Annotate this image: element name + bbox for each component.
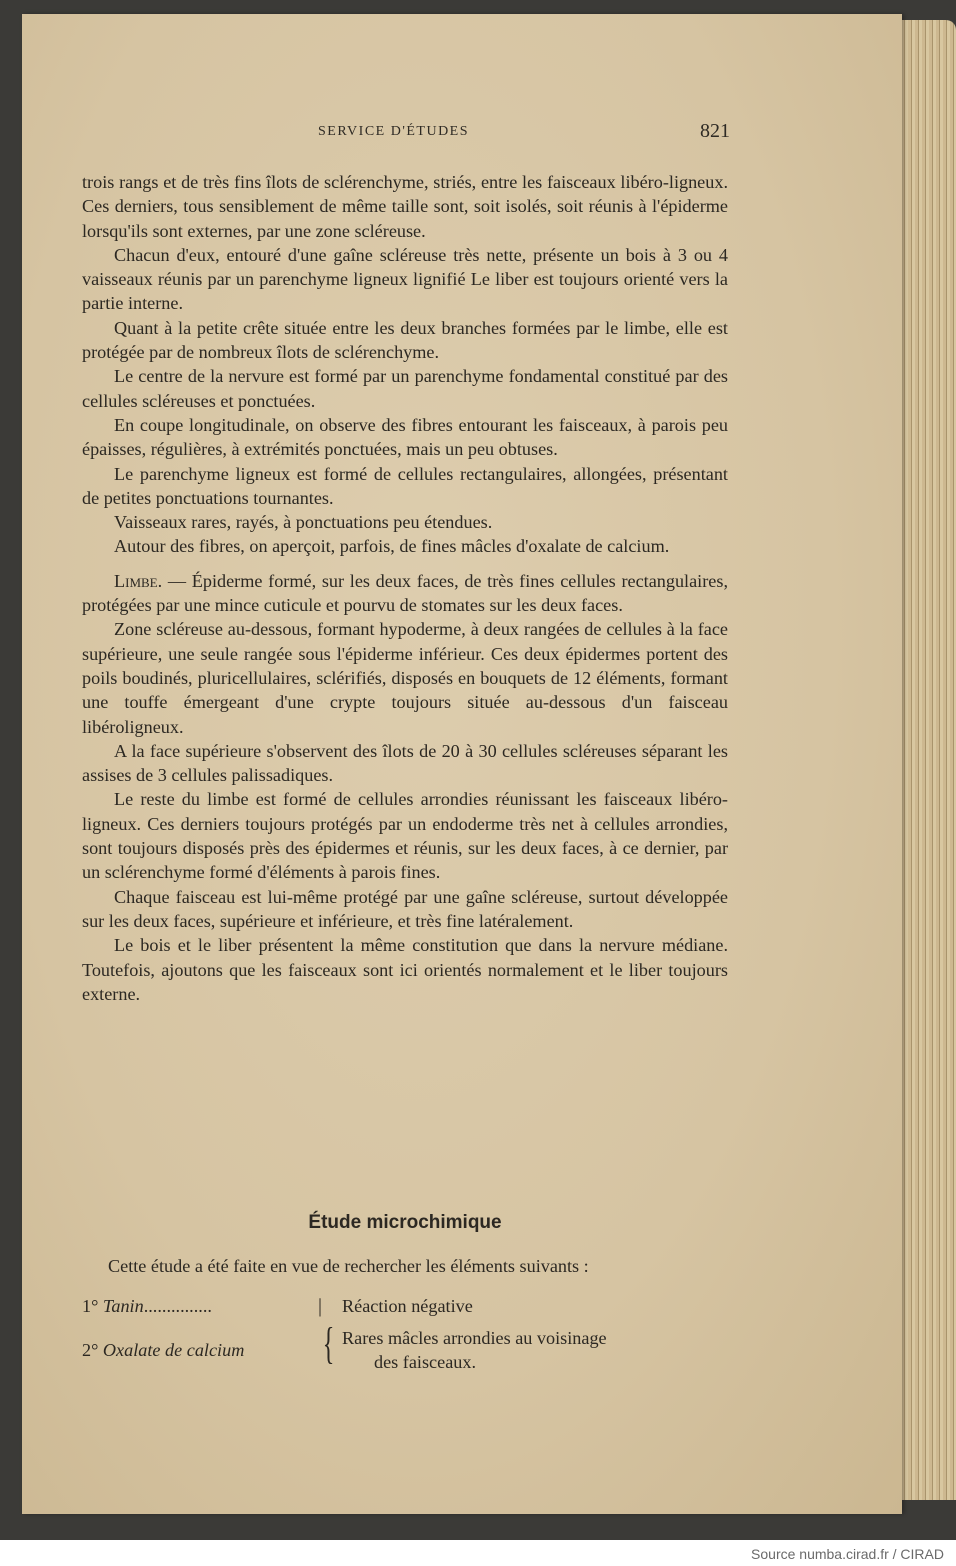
result-number: 2° bbox=[82, 1340, 99, 1360]
section-intro: Cette étude a été faite en vue de rechercher les éléments suivants : bbox=[108, 1256, 589, 1276]
paragraph: Quant à la petite crête située entre les deux branches formées par le limbe, elle est protégée par de nombreux îlots de sclérenchyme. bbox=[82, 317, 728, 363]
limbe-paragraph bbox=[82, 569, 728, 618]
result-value bbox=[342, 1326, 724, 1374]
result-number: 1° bbox=[82, 1296, 99, 1316]
paragraph: A la face supérieure s'observent des îlots de 20 à 30 cellules scléreuses séparant les assises de 3 cellules palissadiques. bbox=[82, 740, 728, 786]
limbe-label: Limbe. bbox=[114, 570, 163, 591]
limbe-text: — Épiderme formé, sur les deux faces, de très fines cellules rectangulaires, protégées par une mince cuticule et pourvu de stomates sur les deux faces. bbox=[82, 570, 728, 616]
result-element: Oxalate de calcium bbox=[102, 1340, 245, 1360]
result-label bbox=[82, 1338, 314, 1362]
result-brace: { bbox=[322, 1319, 335, 1368]
paragraph: Le reste du limbe est formé de cellules arrondies réunissant les faisceaux libéro-ligneux. Ces derniers toujours protégés par un endoderme très net à cellules arrondies, sont toujours disposés près des épidermes et réunis, sur les deux faces, à ce dernier, par un sclérenchyme formé d'éléments à parois fines. bbox=[82, 789, 728, 883]
source-credit: Source numba.cirad.fr / CIRAD bbox=[751, 1546, 944, 1562]
paragraph: Chaque faisceau est lui-même protégé par une gaîne scléreuse, surtout développée sur les deux faces, supérieure et inférieure, et très fine latéralement. bbox=[82, 886, 728, 931]
dot-leader: ............... bbox=[143, 1296, 212, 1316]
running-head: SERVICE D'ÉTUDES bbox=[318, 124, 470, 139]
paragraph: Zone scléreuse au-dessous, formant hypoderme, à deux rangées de cellules à la face supérieure, une seule rangée sous l'épiderme inférieur. Ces deux épidermes portent des poils boudinés, pluricellulaires, sclérifiés, disposés en bouquets de 12 éléments, formant une touffe émergeant d'une crypte toujours située au-dessous d'un faisceau libéroligneux. bbox=[82, 619, 728, 737]
result-value: Réaction négative bbox=[342, 1296, 473, 1316]
result-separator: | bbox=[318, 1295, 323, 1317]
paragraph: trois rangs et de très fins îlots de sclérenchyme, striés, entre les faisceaux libéro-ligneux. Ces derniers, tous sensiblement de même taille sont, soit isolés, soit réunis à l'épiderme lorsqu'ils sont externes, par une zone scléreuse. bbox=[82, 172, 728, 241]
paragraph: Le centre de la nervure est formé par un parenchyme fondamental constitué par des cellules scléreuses et ponctuées. bbox=[82, 366, 728, 411]
body-text bbox=[82, 170, 728, 1006]
paragraph: Autour des fibres, on aperçoit, parfois, de fines mâcles d'oxalate de calcium. bbox=[114, 536, 670, 557]
result-label bbox=[82, 1294, 314, 1318]
page-number: 821 bbox=[700, 120, 730, 142]
result-line: Rares mâcles arrondies au voisinage bbox=[342, 1328, 607, 1348]
paragraph: Le bois et le liber présentent la même constitution que dans la nervure médiane. Toutefois, ajoutons que les faisceaux sont ici orientés normalement et le liber toujours externe. bbox=[82, 935, 728, 1004]
paragraph: En coupe longitudinale, on observe des fibres entourant les faisceaux, à parois peu épaisses, régulières, à extrémités ponctuées, mais un peu obtuses. bbox=[82, 414, 728, 460]
paragraph: Vaisseaux rares, rayés, à ponctuations peu étendues. bbox=[114, 512, 493, 533]
result-element: Tanin bbox=[102, 1296, 144, 1316]
paragraph: Le parenchyme ligneux est formé de cellules rectangulaires, allongées, présentant de petites ponctuations tournantes. bbox=[82, 463, 728, 508]
result-line: des faisceaux. bbox=[374, 1352, 477, 1372]
paragraph: Chacun d'eux, entouré d'une gaîne scléreuse très nette, présente un bois à 3 ou 4 vaisseaux réunis par un parenchyme ligneux lignifié Le liber est toujours orienté vers la partie interne. bbox=[82, 244, 728, 314]
section-heading: Étude microchimique bbox=[308, 1212, 502, 1233]
